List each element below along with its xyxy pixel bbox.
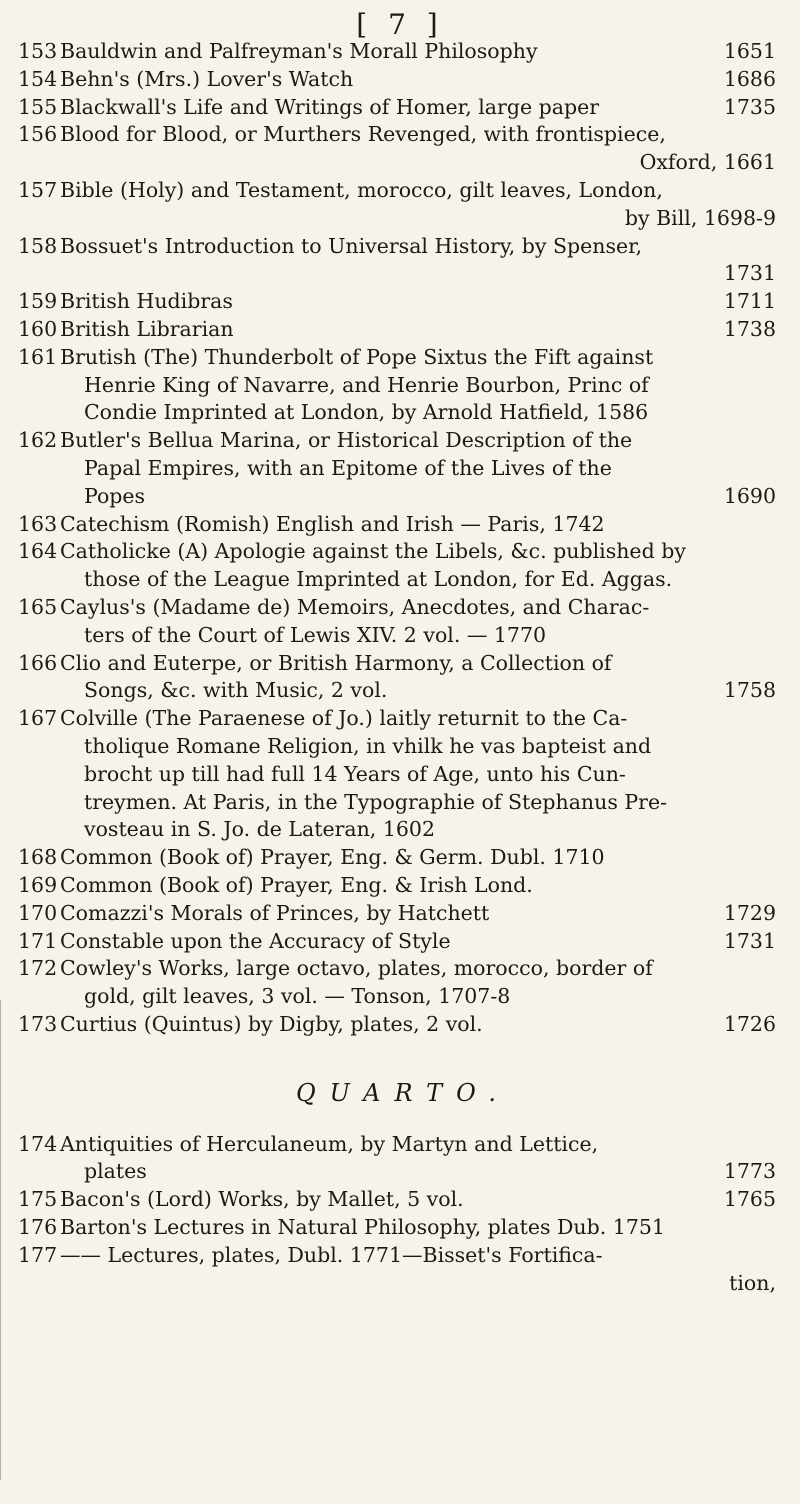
entry-title: Bible (Holy) and Testament, morocco, gilt leaves, London, <box>60 177 663 202</box>
entry-number: 159 <box>18 289 58 314</box>
entry-continuation: Condie Imprinted at London, by Arnold Hatfield, 1586 <box>84 400 649 425</box>
entry-title: Common (Book of) Prayer, Eng. & Irish Lond. <box>60 872 533 897</box>
entry-imprint: tion, <box>729 1270 776 1295</box>
entry-year: 1726 <box>723 1011 776 1036</box>
entry-title: 1686 Behn's (Mrs.) Lover's Watch <box>60 66 788 94</box>
entry-title: Clio and Euterpe, or British Harmony, a Collection of <box>60 650 612 675</box>
entry-number: 176 <box>18 1215 58 1240</box>
entry-number: 168 <box>18 845 58 870</box>
catalogue-entry <box>18 1011 788 1039</box>
catalogue-entry <box>18 1131 788 1187</box>
entry-title: Cowley's Works, large octavo, plates, morocco, border of <box>60 956 653 981</box>
entry-number: 155 <box>18 94 58 119</box>
entry-number: 163 <box>18 511 58 536</box>
entry-number: 167 <box>18 706 58 731</box>
section-heading: QUARTO. <box>295 1078 511 1107</box>
entry-year: 1711 <box>723 289 776 314</box>
entry-title: Catechism (Romish) English and Irish — Paris, 1742 <box>60 511 605 536</box>
entry-number: 173 <box>18 1011 58 1036</box>
entry-year: 1729 <box>723 900 776 925</box>
entry-title: Bossuet's Introduction to Universal History, by Spenser, <box>60 233 643 258</box>
catalogue-entry <box>18 427 788 510</box>
entry-continuation: those of the League Imprinted at London, for Ed. Aggas. <box>84 567 673 592</box>
entry-title: Caylus's (Madame de) Memoirs, Anecdotes, and Charac- <box>60 594 650 619</box>
entry-title: Blood for Blood, or Murthers Revenged, with frontispiece, <box>60 122 666 147</box>
entry-continuation: gold, gilt leaves, 3 vol. — Tonson, 1707-8 <box>84 984 511 1009</box>
entry-number: 166 <box>18 650 58 675</box>
entry-number: 161 <box>18 344 58 369</box>
catalogue-entry <box>18 928 788 956</box>
entry-list <box>18 38 788 1297</box>
catalogue-entry <box>18 233 788 289</box>
catalogue-entry <box>18 1242 788 1298</box>
entry-number: 170 <box>18 900 58 925</box>
entry-number: 169 <box>18 872 58 897</box>
entry-number: 153 <box>18 39 58 63</box>
catalogue-entry <box>18 316 788 344</box>
catalogue-entry <box>18 1186 788 1214</box>
entry-number: 162 <box>18 428 58 453</box>
entry-continuation: Henrie King of Navarre, and Henrie Bourbon, Princ of <box>84 372 649 397</box>
entry-continuation: vosteau in S. Jo. de Lateran, 1602 <box>84 817 436 842</box>
entry-number: 160 <box>18 316 58 341</box>
entry-year: 1758 <box>723 678 776 703</box>
entry-title: Butler's Bellua Marina, or Historical Description of the <box>60 428 633 453</box>
catalogue-entry <box>18 66 788 94</box>
catalogue-entry <box>18 94 788 122</box>
catalogue-entry <box>18 288 788 316</box>
catalogue-entry <box>18 900 788 928</box>
entry-title: Antiquities of Herculaneum, by Martyn and Lettice, <box>60 1131 599 1156</box>
catalogue-entry <box>18 538 788 594</box>
entry-title: Colville (The Paraenese of Jo.) laitly returnit to the Ca- <box>60 706 628 731</box>
entry-title: Common (Book of) Prayer, Eng. & Germ. Dubl. 1710 <box>60 845 605 870</box>
entry-number: 164 <box>18 539 58 564</box>
entry-title: 1711 British Hudibras <box>60 288 788 316</box>
entry-title: 1735 Blackwall's Life and Writings of Homer, large paper <box>60 94 788 122</box>
entry-title: 1731 Constable upon the Accuracy of Style <box>60 928 788 956</box>
catalogue-entry <box>18 1214 788 1242</box>
catalogue-entry <box>18 344 788 427</box>
entry-continuation: 1690 Popes <box>60 483 788 511</box>
entry-imprint: 1731 <box>723 261 776 286</box>
entry-title: Brutish (The) Thunderbolt of Pope Sixtus the Fift against <box>60 344 654 369</box>
entry-continuation: 1773 plates <box>60 1158 788 1186</box>
entry-title: 1738 British Librarian <box>60 316 788 344</box>
page-gutter-line <box>0 1000 5 1480</box>
catalogue-entry <box>18 594 788 650</box>
entry-year: 1735 <box>723 94 776 119</box>
entry-continuation: Papal Empires, with an Epitome of the Lives of the <box>84 455 612 480</box>
catalogue-entry <box>18 872 788 900</box>
page-number: [ 7 ] <box>356 8 444 41</box>
entry-imprint: by Bill, 1698-9 <box>624 205 776 230</box>
entry-title: 1765 Bacon's (Lord) Works, by Mallet, 5 vol. <box>60 1186 788 1214</box>
entry-year: 1765 <box>723 1187 776 1212</box>
entry-continuation: 1758 Songs, &c. with Music, 2 vol. <box>60 677 788 705</box>
entry-year: 1690 <box>723 483 776 508</box>
catalogue-entry <box>18 844 788 872</box>
entry-continuation: ters of the Court of Lewis XIV. 2 vol. — 1770 <box>84 622 547 647</box>
entry-year: 1738 <box>723 316 776 341</box>
entry-year: 1686 <box>723 66 776 91</box>
entry-number: 157 <box>18 177 58 202</box>
catalogue-entry <box>18 511 788 539</box>
catalogue-entry <box>18 650 788 706</box>
entry-year: 1731 <box>723 928 776 953</box>
catalogue-entry <box>18 121 788 177</box>
entry-continuation: treymen. At Paris, in the Typographie of Stephanus Pre- <box>84 789 668 814</box>
entry-year: 1651 <box>723 39 776 63</box>
entry-number: 172 <box>18 956 58 981</box>
entry-number: 177 <box>18 1242 58 1267</box>
entry-continuation: tholique Romane Religion, in vhilk he vas bapteist and <box>84 733 652 758</box>
entry-imprint: Oxford, 1661 <box>639 150 776 175</box>
entry-continuation: brocht up till had full 14 Years of Age, unto his Cun- <box>84 761 626 786</box>
entry-number: 158 <box>18 233 58 258</box>
catalogue-entry <box>18 705 788 844</box>
entry-year: 1773 <box>723 1159 776 1184</box>
entry-number: 156 <box>18 122 58 147</box>
entry-title: 1729 Comazzi's Morals of Princes, by Hatchett <box>60 900 788 928</box>
entry-number: 165 <box>18 594 58 619</box>
catalogue-entry <box>18 177 788 233</box>
entry-number: 171 <box>18 928 58 953</box>
entry-title: 1726 Curtius (Quintus) by Digby, plates, 2 vol. <box>60 1011 788 1039</box>
entry-number: 175 <box>18 1187 58 1212</box>
entry-number: 154 <box>18 66 58 91</box>
catalogue-entry <box>18 955 788 1011</box>
entry-title: —— Lectures, plates, Dubl. 1771—Bisset's Fortifica- <box>60 1242 603 1267</box>
entry-number: 174 <box>18 1131 58 1156</box>
entry-title: Barton's Lectures in Natural Philosophy, plates Dub. 1751 <box>60 1215 665 1240</box>
catalogue-entry <box>18 38 788 66</box>
entry-title: 1651 Bauldwin and Palfreyman's Morall Philosophy <box>60 38 788 66</box>
entry-title: Catholicke (A) Apologie against the Libels, &c. published by <box>60 539 686 564</box>
